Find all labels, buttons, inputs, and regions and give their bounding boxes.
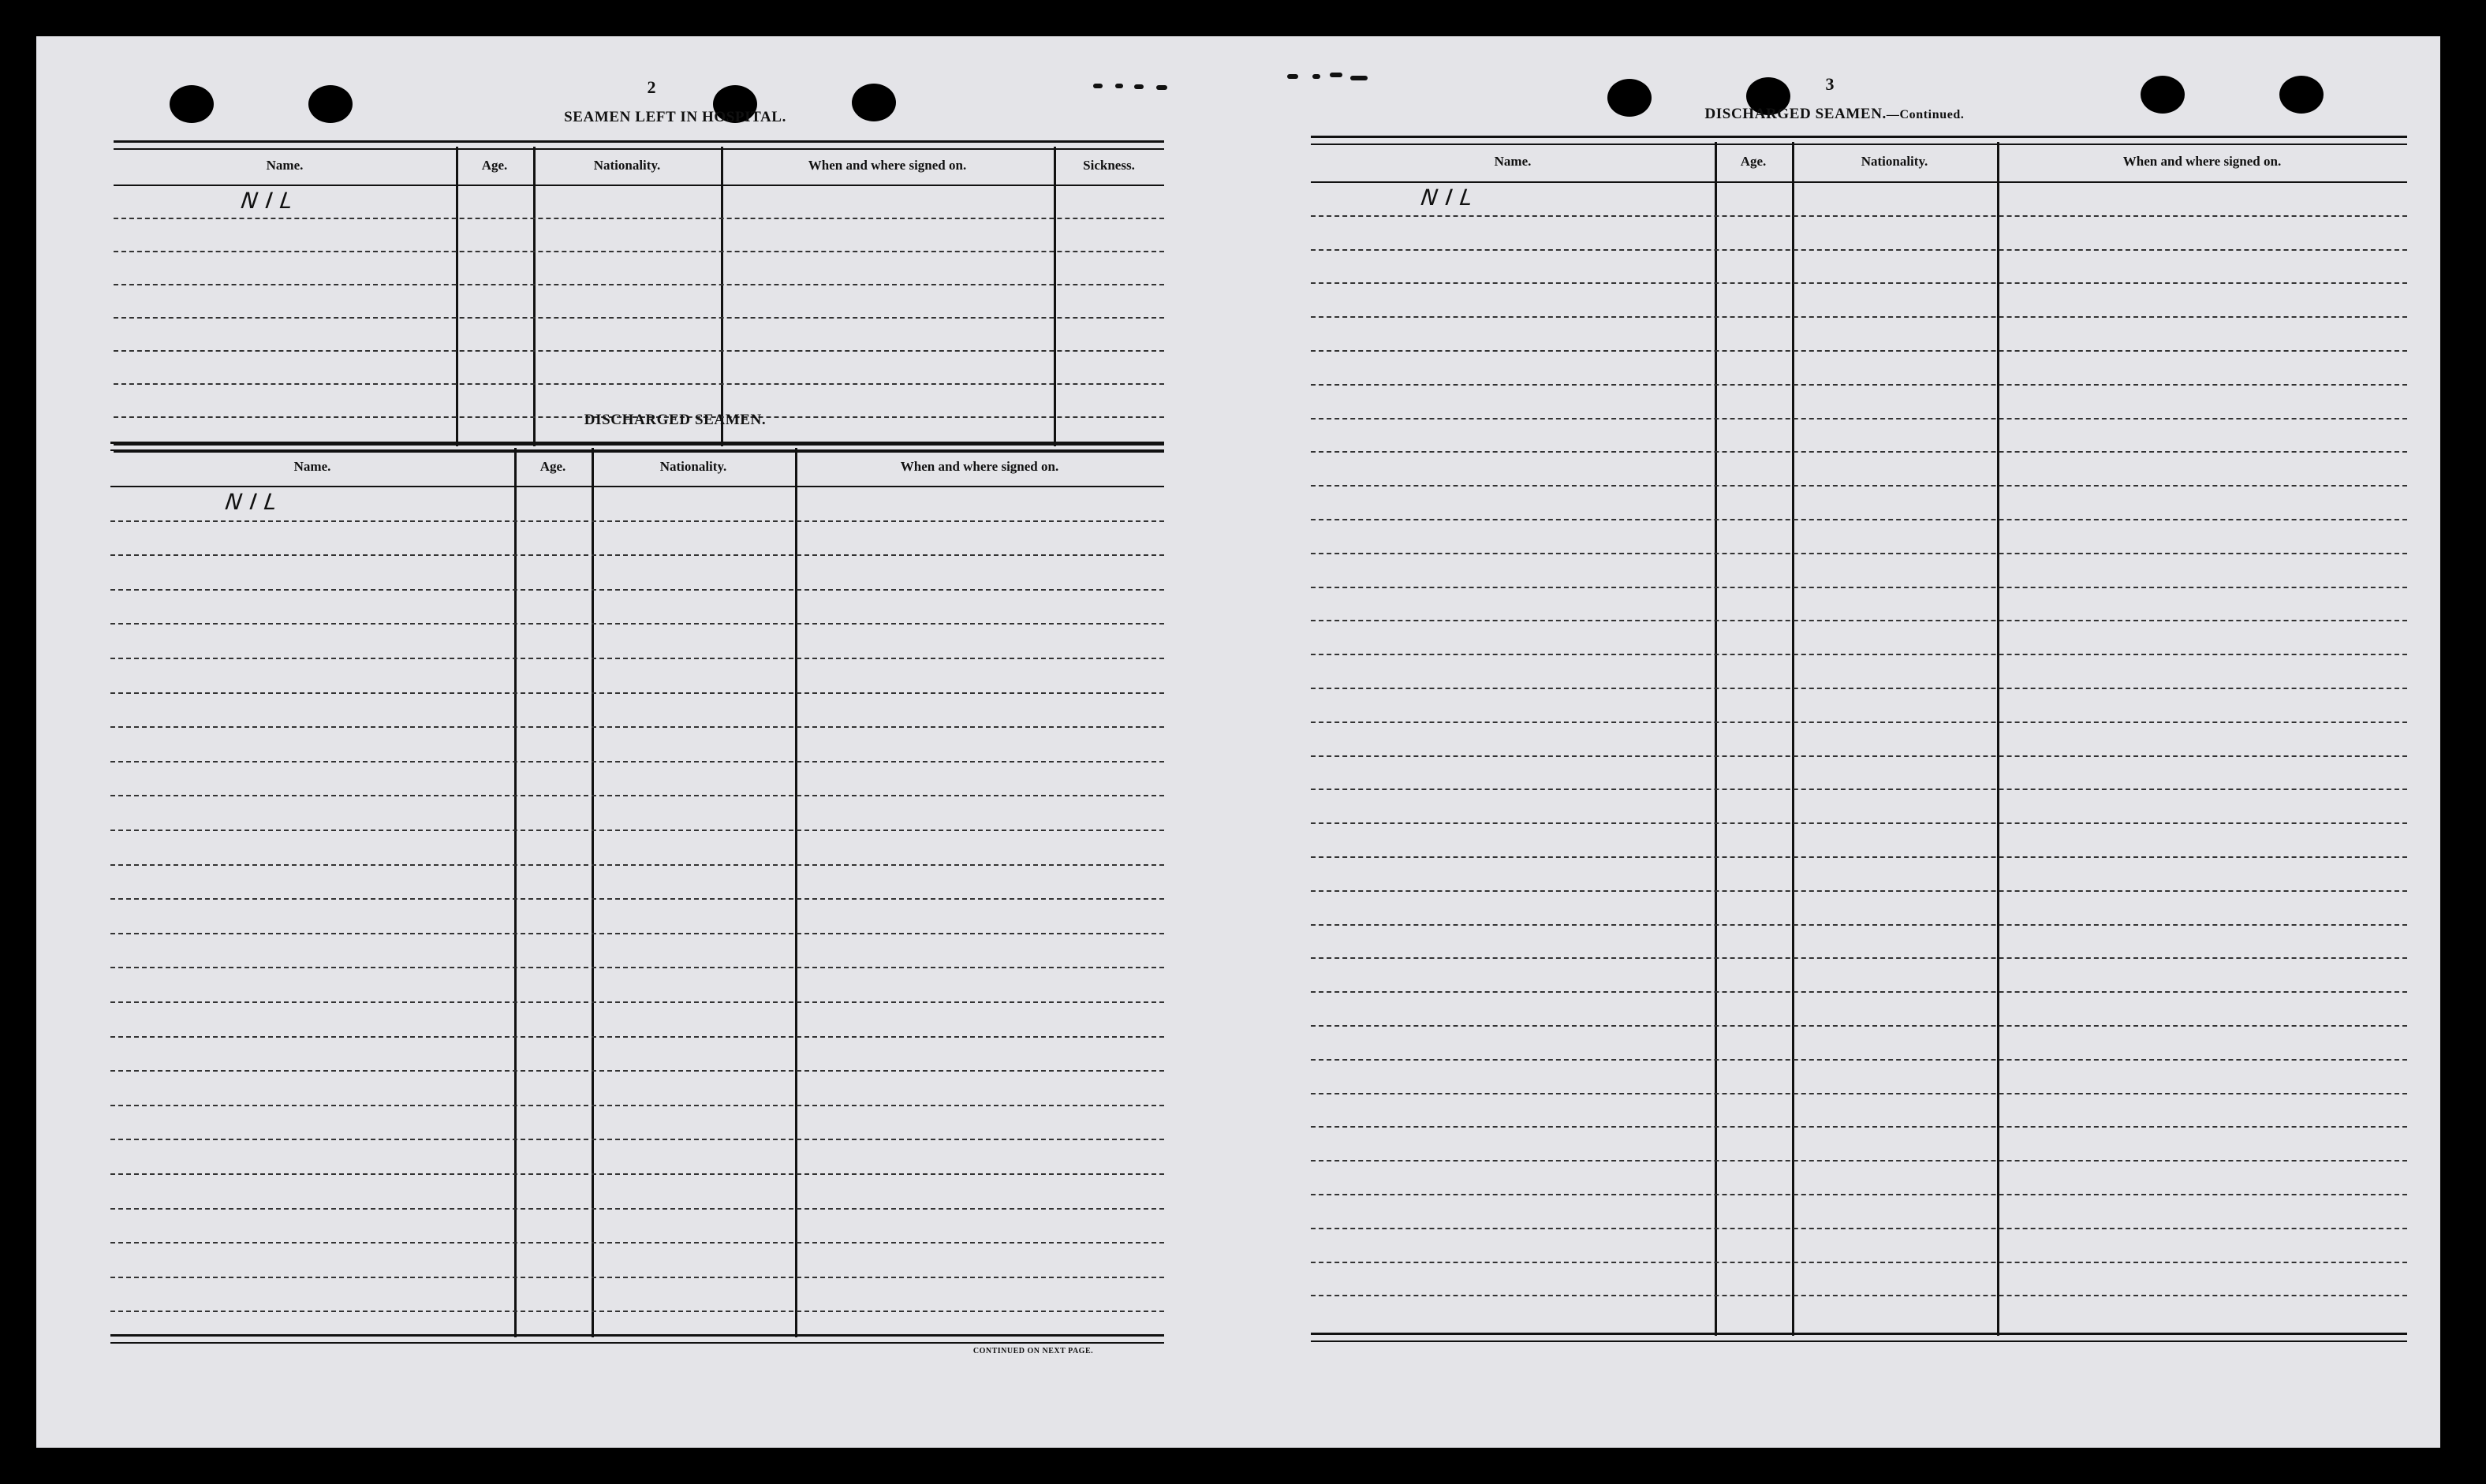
title-text: DISCHARGED SEAMEN. xyxy=(1704,106,1887,122)
hospital-section-title: SEAMEN LEFT IN HOSPITAL. xyxy=(564,109,786,125)
column-header: Sickness. xyxy=(1083,158,1135,173)
column-header: Age. xyxy=(481,158,508,173)
ink-mark xyxy=(1134,84,1144,89)
column-header: Age. xyxy=(1740,154,1767,169)
row-line xyxy=(110,1208,1164,1210)
column-divider xyxy=(1715,142,1717,1336)
row-line xyxy=(1311,822,2407,824)
row-line xyxy=(110,795,1164,796)
hospital-table xyxy=(114,140,1164,449)
row-line xyxy=(1311,1194,2407,1195)
row-line xyxy=(1311,350,2407,352)
row-line xyxy=(110,520,1164,522)
row-line xyxy=(110,1277,1164,1278)
row-line xyxy=(1311,654,2407,655)
row-line xyxy=(1311,890,2407,892)
ink-mark xyxy=(1312,74,1320,79)
row-line xyxy=(1311,485,2407,487)
row-line xyxy=(1311,587,2407,588)
row-line xyxy=(110,1036,1164,1038)
row-line xyxy=(110,623,1164,625)
row-line xyxy=(110,1139,1164,1140)
row-line xyxy=(114,284,1164,285)
column-divider xyxy=(721,147,723,446)
punch-hole xyxy=(2141,76,2185,114)
row-line xyxy=(110,1242,1164,1244)
row-line xyxy=(1311,451,2407,453)
handwritten-entry: NIL xyxy=(223,489,287,515)
ink-mark xyxy=(1115,84,1123,88)
discharged-continued-table xyxy=(1311,136,2407,1339)
page-number-right: 3 xyxy=(1825,74,1835,94)
column-header: Name. xyxy=(1494,154,1532,169)
column-header: When and where signed on. xyxy=(900,459,1059,474)
table-bottom-rule xyxy=(110,1334,1164,1344)
row-line xyxy=(110,1105,1164,1106)
header-rule xyxy=(110,486,1164,487)
punch-hole xyxy=(308,85,353,123)
row-line xyxy=(110,726,1164,728)
punch-hole xyxy=(170,85,214,123)
punch-hole xyxy=(2279,76,2324,114)
document-sheet xyxy=(36,36,2440,1448)
handwritten-entry: NIL xyxy=(239,188,303,214)
column-divider xyxy=(533,147,536,446)
row-line xyxy=(1311,1160,2407,1161)
row-line xyxy=(110,692,1164,694)
row-line xyxy=(1311,688,2407,689)
discharged-continued-title xyxy=(1590,106,2079,123)
row-line xyxy=(1311,418,2407,419)
header-rule xyxy=(1311,181,2407,183)
row-line xyxy=(1311,215,2407,217)
row-line xyxy=(1311,755,2407,757)
row-line xyxy=(1311,1228,2407,1229)
column-header: When and where signed on. xyxy=(2122,154,2282,169)
row-line xyxy=(1311,1126,2407,1128)
row-line xyxy=(1311,620,2407,621)
row-line xyxy=(1311,856,2407,858)
handwritten-entry: NIL xyxy=(1419,185,1483,211)
header-rule xyxy=(114,185,1164,186)
row-line xyxy=(110,830,1164,831)
row-line xyxy=(110,1173,1164,1175)
row-line xyxy=(114,350,1164,352)
row-line xyxy=(1311,519,2407,520)
row-line xyxy=(110,1070,1164,1072)
column-header: When and where signed on. xyxy=(808,158,967,173)
row-line xyxy=(110,589,1164,591)
row-line xyxy=(110,761,1164,763)
row-line xyxy=(1311,924,2407,926)
column-header: Name. xyxy=(293,459,331,474)
row-line xyxy=(110,554,1164,556)
discharged-section-title: DISCHARGED SEAMEN. xyxy=(584,412,767,428)
row-line xyxy=(114,251,1164,252)
title-suffix: —Continued. xyxy=(1886,108,1965,121)
column-header: Name. xyxy=(266,158,304,173)
column-header: Age. xyxy=(539,459,566,474)
row-line xyxy=(110,933,1164,934)
row-line xyxy=(1311,282,2407,284)
page-number-left: 2 xyxy=(647,77,656,97)
ink-mark xyxy=(1093,84,1103,88)
ink-mark xyxy=(1287,74,1298,79)
row-line xyxy=(110,864,1164,866)
row-line xyxy=(1311,721,2407,723)
column-divider xyxy=(1054,147,1056,446)
row-line xyxy=(114,383,1164,385)
row-line xyxy=(1311,1025,2407,1027)
column-divider xyxy=(1792,142,1794,1336)
column-divider xyxy=(514,448,517,1337)
row-line xyxy=(1311,789,2407,790)
row-line xyxy=(114,317,1164,319)
row-line xyxy=(1311,1059,2407,1061)
column-header: Nationality. xyxy=(659,459,727,474)
column-divider xyxy=(795,448,797,1337)
row-line xyxy=(110,898,1164,900)
continued-footer: CONTINUED ON NEXT PAGE. xyxy=(972,1347,1094,1355)
row-line xyxy=(1311,991,2407,993)
row-line xyxy=(1311,384,2407,386)
row-line xyxy=(1311,553,2407,554)
row-line xyxy=(1311,316,2407,318)
column-divider xyxy=(1997,142,1999,1336)
row-line xyxy=(1311,249,2407,251)
column-header: Nationality. xyxy=(1861,154,1928,169)
row-line xyxy=(110,1001,1164,1003)
row-line xyxy=(1311,1262,2407,1263)
table-bottom-rule xyxy=(1311,1333,2407,1342)
column-header: Nationality. xyxy=(593,158,661,173)
ink-mark xyxy=(1330,73,1342,77)
row-line xyxy=(114,218,1164,219)
ink-mark xyxy=(1350,76,1368,80)
row-line xyxy=(1311,1093,2407,1094)
row-line xyxy=(110,1311,1164,1312)
ink-mark xyxy=(1156,85,1167,90)
row-line xyxy=(1311,1295,2407,1296)
discharged-table xyxy=(110,442,1164,1340)
row-line xyxy=(110,967,1164,968)
row-line xyxy=(1311,957,2407,959)
column-divider xyxy=(592,448,594,1337)
column-divider xyxy=(456,147,458,446)
row-line xyxy=(110,658,1164,659)
